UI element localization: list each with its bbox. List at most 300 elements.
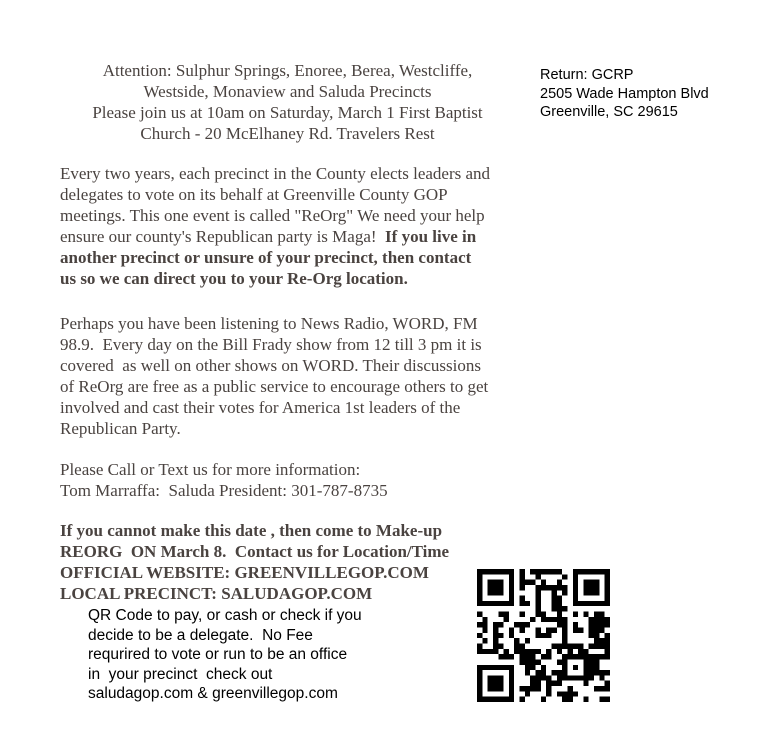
qr-module xyxy=(525,580,530,585)
qr-module xyxy=(541,675,546,680)
qr-module xyxy=(536,675,541,680)
qr-module xyxy=(594,612,599,617)
qr-module xyxy=(482,649,487,654)
qr-module xyxy=(509,585,514,590)
makeup-reorg-paragraph xyxy=(60,520,449,604)
qr-module xyxy=(541,633,546,638)
qr-module xyxy=(541,585,546,590)
qr-module xyxy=(583,681,588,686)
official-website: OFFICIAL WEBSITE: GREENVILLEGOP.COM xyxy=(60,563,429,582)
qr-module xyxy=(605,569,610,574)
qr-module xyxy=(482,617,487,622)
qr-module xyxy=(583,569,588,574)
contact-paragraph xyxy=(60,459,388,501)
note-line: decide to be a delegate. No Fee xyxy=(88,626,313,644)
qr-module xyxy=(589,617,594,622)
qr-module xyxy=(599,643,604,648)
paragraph-line: If you cannot make this date , then come to Make-up xyxy=(60,521,443,540)
precinct-instruction-bold: If you live in xyxy=(385,227,477,246)
event-announcement xyxy=(60,60,515,144)
qr-module xyxy=(482,697,487,702)
qr-module xyxy=(498,590,503,595)
qr-module xyxy=(594,654,599,659)
qr-module xyxy=(605,681,610,686)
qr-module xyxy=(594,670,599,675)
qr-module xyxy=(578,628,583,633)
qr-module xyxy=(541,654,546,659)
qr-module xyxy=(520,574,525,579)
qr-module xyxy=(573,601,578,606)
qr-module xyxy=(557,691,562,696)
qr-module xyxy=(583,649,588,654)
qr-module xyxy=(493,633,498,638)
qr-module xyxy=(567,643,572,648)
qr-module xyxy=(583,601,588,606)
qr-module xyxy=(488,580,493,585)
qr-module xyxy=(562,617,567,622)
qr-module xyxy=(477,569,482,574)
qr-module xyxy=(541,580,546,585)
qr-module xyxy=(520,643,525,648)
paragraph-line: Republican Party. xyxy=(60,419,181,438)
qr-module xyxy=(477,612,482,617)
qr-module xyxy=(504,612,509,617)
qr-module xyxy=(488,681,493,686)
qr-module xyxy=(594,622,599,627)
qr-module xyxy=(546,691,551,696)
qr-module xyxy=(594,585,599,590)
paragraph-line: Perhaps you have been listening to News Radio, WORD, FM xyxy=(60,314,478,333)
qr-module xyxy=(573,628,578,633)
qr-module xyxy=(525,649,530,654)
qr-module xyxy=(594,638,599,643)
qr-module xyxy=(488,675,493,680)
qr-module xyxy=(477,670,482,675)
qr-module xyxy=(509,580,514,585)
reorg-explanation-paragraph xyxy=(60,163,490,289)
qr-module xyxy=(493,638,498,643)
qr-module xyxy=(605,654,610,659)
qr-module xyxy=(504,697,509,702)
qr-module xyxy=(520,649,525,654)
qr-module xyxy=(605,633,610,638)
qr-module xyxy=(567,697,572,702)
paragraph-line xyxy=(60,226,490,247)
qr-module xyxy=(599,622,604,627)
qr-module xyxy=(562,622,567,627)
qr-module xyxy=(477,691,482,696)
qr-module xyxy=(546,569,551,574)
qr-module xyxy=(477,622,482,627)
qr-module xyxy=(578,601,583,606)
paragraph-line: involved and cast their votes for America 1st leaders of the xyxy=(60,398,461,417)
qr-module xyxy=(573,675,578,680)
qr-module xyxy=(541,617,546,622)
paragraph-line: of ReOrg are free as a public service to encourage others to get xyxy=(60,377,489,396)
qr-module xyxy=(509,601,514,606)
note-line: in your precinct check out xyxy=(88,665,273,683)
qr-module xyxy=(557,622,562,627)
qr-module xyxy=(551,606,556,611)
qr-module xyxy=(493,580,498,585)
qr-module xyxy=(525,665,530,670)
qr-module xyxy=(589,659,594,664)
qr-module xyxy=(605,686,610,691)
qr-module xyxy=(488,665,493,670)
qr-module xyxy=(488,585,493,590)
qr-module xyxy=(536,601,541,606)
qr-module xyxy=(589,590,594,595)
qr-module xyxy=(520,569,525,574)
qr-module xyxy=(573,622,578,627)
qr-module xyxy=(504,654,509,659)
qr-module xyxy=(562,670,567,675)
qr-module xyxy=(567,691,572,696)
qr-module xyxy=(546,649,551,654)
qr-module xyxy=(594,686,599,691)
qr-payment-note xyxy=(88,606,362,704)
qr-module xyxy=(525,659,530,664)
qr-module xyxy=(520,612,525,617)
qr-module xyxy=(578,654,583,659)
qr-module xyxy=(477,675,482,680)
qr-module xyxy=(504,569,509,574)
qr-module xyxy=(589,670,594,675)
qr-module xyxy=(599,628,604,633)
qr-module xyxy=(493,686,498,691)
qr-module xyxy=(482,569,487,574)
qr-module xyxy=(551,628,556,633)
qr-module xyxy=(488,590,493,595)
qr-module xyxy=(488,697,493,702)
qr-module xyxy=(557,569,562,574)
qr-module xyxy=(546,675,551,680)
qr-module xyxy=(493,665,498,670)
qr-module xyxy=(477,574,482,579)
qr-module xyxy=(599,654,604,659)
qr-module xyxy=(583,590,588,595)
qr-module xyxy=(546,585,551,590)
paragraph-line-bold xyxy=(60,247,490,268)
qr-module xyxy=(520,659,525,664)
qr-module xyxy=(498,585,503,590)
qr-module xyxy=(482,628,487,633)
qr-module xyxy=(482,665,487,670)
qr-module xyxy=(493,622,498,627)
qr-module xyxy=(605,638,610,643)
qr-module xyxy=(498,633,503,638)
qr-module xyxy=(589,675,594,680)
return-address-line: 2505 Wade Hampton Blvd xyxy=(540,85,709,102)
qr-module xyxy=(599,617,604,622)
return-address xyxy=(540,66,709,122)
qr-module xyxy=(498,697,503,702)
qr-module xyxy=(530,580,535,585)
qr-module xyxy=(498,569,503,574)
qr-module xyxy=(504,665,509,670)
qr-module xyxy=(583,675,588,680)
qr-module xyxy=(557,606,562,611)
qr-module xyxy=(536,596,541,601)
qr-module xyxy=(488,601,493,606)
qr-module xyxy=(493,628,498,633)
qr-module xyxy=(541,697,546,702)
note-line: QR Code to pay, or cash or check if you xyxy=(88,607,362,624)
qr-module xyxy=(536,606,541,611)
qr-module xyxy=(477,590,482,595)
qr-module xyxy=(589,633,594,638)
qr-module xyxy=(509,590,514,595)
qr-module xyxy=(509,670,514,675)
qr-module xyxy=(488,569,493,574)
qr-module xyxy=(536,670,541,675)
qr-module xyxy=(541,612,546,617)
qr-module xyxy=(477,686,482,691)
qr-module xyxy=(557,617,562,622)
qr-module xyxy=(562,659,567,664)
qr-module xyxy=(573,612,578,617)
qr-module xyxy=(509,633,514,638)
qr-module xyxy=(562,643,567,648)
qr-module xyxy=(567,649,572,654)
qr-module xyxy=(562,675,567,680)
qr-module xyxy=(605,580,610,585)
paragraph-line: REORG ON March 8. Contact us for Location/Time xyxy=(60,542,450,561)
qr-module xyxy=(573,590,578,595)
qr-module xyxy=(573,654,578,659)
qr-module xyxy=(557,585,562,590)
qr-module xyxy=(546,633,551,638)
qr-module xyxy=(578,569,583,574)
qr-module xyxy=(541,569,546,574)
qr-module xyxy=(557,596,562,601)
qr-module xyxy=(520,596,525,601)
qr-module xyxy=(477,596,482,601)
qr-module xyxy=(605,590,610,595)
qr-module xyxy=(573,596,578,601)
qr-module xyxy=(583,580,588,585)
qr-module xyxy=(573,691,578,696)
qr-module xyxy=(589,654,594,659)
qr-module xyxy=(530,649,535,654)
return-address-line: Return: GCRP xyxy=(540,67,634,83)
qr-module xyxy=(551,617,556,622)
qr-module xyxy=(562,638,567,643)
qr-module xyxy=(493,681,498,686)
qr-module xyxy=(509,681,514,686)
qr-module xyxy=(562,590,567,595)
precinct-instruction-bold: us so we can direct you to your Re-Org location. xyxy=(60,269,408,288)
qr-module xyxy=(583,670,588,675)
qr-module xyxy=(605,697,610,702)
paragraph-line: 98.9. Every day on the Bill Frady show from 12 till 3 pm it is xyxy=(60,335,482,354)
qr-module xyxy=(530,659,535,664)
qr-module xyxy=(493,569,498,574)
qr-module xyxy=(599,638,604,643)
qr-module xyxy=(509,697,514,702)
qr-module xyxy=(493,697,498,702)
qr-module xyxy=(562,665,567,670)
qr-module xyxy=(520,585,525,590)
qr-module xyxy=(509,628,514,633)
qr-module xyxy=(589,628,594,633)
qr-module xyxy=(583,665,588,670)
qr-module xyxy=(573,574,578,579)
return-address-line: Greenville, SC 29615 xyxy=(540,104,678,120)
qr-module xyxy=(509,574,514,579)
note-line: requrired to vote or run to be an office xyxy=(88,646,348,663)
qr-module xyxy=(477,585,482,590)
qr-module xyxy=(567,654,572,659)
qr-module xyxy=(530,617,535,622)
qr-module xyxy=(578,643,583,648)
paragraph-line: Every two years, each precinct in the County elects leaders and xyxy=(60,164,491,183)
qr-module xyxy=(589,665,594,670)
qr-module xyxy=(557,601,562,606)
qr-module xyxy=(605,649,610,654)
qr-module xyxy=(536,681,541,686)
qr-module xyxy=(573,585,578,590)
contact-phone: Tom Marraffa: Saluda President: 301-787-8735 xyxy=(60,481,388,500)
qr-module xyxy=(557,659,562,664)
qr-module xyxy=(599,686,604,691)
qr-module xyxy=(589,601,594,606)
qr-module xyxy=(493,649,498,654)
local-precinct-website: LOCAL PRECINCT: SALUDAGOP.COM xyxy=(60,584,373,603)
qr-module xyxy=(520,601,525,606)
qr-module xyxy=(573,580,578,585)
qr-module xyxy=(493,590,498,595)
qr-module xyxy=(583,697,588,702)
qr-module xyxy=(520,628,525,633)
qr-module xyxy=(520,622,525,627)
qr-module xyxy=(504,649,509,654)
qr-module xyxy=(530,686,535,691)
qr-module xyxy=(551,585,556,590)
qr-module xyxy=(514,643,519,648)
qr-module xyxy=(498,622,503,627)
qr-module xyxy=(557,670,562,675)
qr-module xyxy=(525,654,530,659)
qr-module xyxy=(509,675,514,680)
qr-module xyxy=(594,569,599,574)
qr-module xyxy=(599,601,604,606)
qr-module xyxy=(509,686,514,691)
header-line: Please join us at 10am on Saturday, March 1 First Baptist xyxy=(92,103,483,122)
qr-module xyxy=(498,665,503,670)
qr-module xyxy=(573,665,578,670)
qr-module xyxy=(594,628,599,633)
qr-module xyxy=(562,633,567,638)
qr-module xyxy=(514,649,519,654)
qr-module xyxy=(530,665,535,670)
paragraph-line: covered as well on other shows on WORD. Their discussions xyxy=(60,356,482,375)
qr-module xyxy=(509,654,514,659)
qr-module xyxy=(562,628,567,633)
qr-module xyxy=(599,675,604,680)
qr-module xyxy=(594,601,599,606)
qr-module xyxy=(605,622,610,627)
qr-module xyxy=(488,649,493,654)
qr-module xyxy=(482,622,487,627)
qr-module xyxy=(578,675,583,680)
qr-module xyxy=(546,628,551,633)
qr-module xyxy=(536,686,541,691)
qr-module xyxy=(589,622,594,627)
qr-module xyxy=(498,612,503,617)
qr-module xyxy=(482,638,487,643)
qr-module xyxy=(514,622,519,627)
qr-module xyxy=(589,585,594,590)
qr-module xyxy=(594,590,599,595)
qr-module xyxy=(557,681,562,686)
radio-coverage-paragraph xyxy=(60,313,488,439)
qr-module xyxy=(578,649,583,654)
qr-module xyxy=(504,601,509,606)
qr-module xyxy=(536,574,541,579)
qr-module xyxy=(546,617,551,622)
qr-module xyxy=(509,569,514,574)
qr-module xyxy=(589,580,594,585)
qr-module xyxy=(583,585,588,590)
qr-module xyxy=(530,681,535,686)
qr-module xyxy=(482,601,487,606)
header-line: Attention: Sulphur Springs, Enoree, Berea, Westcliffe, xyxy=(102,61,473,80)
qr-module xyxy=(605,596,610,601)
qr-module xyxy=(583,654,588,659)
qr-module xyxy=(594,665,599,670)
qr-module xyxy=(477,697,482,702)
qr-module xyxy=(557,580,562,585)
paragraph-text: ensure our county's Republican party is Maga! xyxy=(60,227,386,246)
qr-module xyxy=(509,665,514,670)
qr-module xyxy=(525,638,530,643)
qr-module xyxy=(594,580,599,585)
paragraph-line: Please Call or Text us for more information: xyxy=(60,460,361,479)
qr-module xyxy=(525,686,530,691)
paragraph-line-bold xyxy=(60,268,490,289)
qr-module xyxy=(557,612,562,617)
qr-module xyxy=(594,633,599,638)
qr-module xyxy=(594,659,599,664)
qr-module xyxy=(525,691,530,696)
qr-module xyxy=(546,654,551,659)
qr-module xyxy=(536,569,541,574)
qr-module xyxy=(605,574,610,579)
qr-module xyxy=(605,670,610,675)
qr-module xyxy=(562,654,567,659)
qr-module xyxy=(498,686,503,691)
qr-module xyxy=(551,601,556,606)
qr-module xyxy=(525,601,530,606)
header-line: Westside, Monaview and Saluda Precincts xyxy=(143,82,432,101)
qr-module xyxy=(573,569,578,574)
qr-module xyxy=(477,633,482,638)
qr-module xyxy=(504,617,509,622)
qr-module xyxy=(536,612,541,617)
qr-module xyxy=(509,691,514,696)
qr-module xyxy=(551,590,556,595)
paragraph-line: meetings. This one event is called "ReOrg" We need your help xyxy=(60,206,485,225)
qr-module xyxy=(493,675,498,680)
qr-module xyxy=(599,670,604,675)
qr-module xyxy=(562,606,567,611)
qr-module xyxy=(525,670,530,675)
qr-module xyxy=(498,681,503,686)
qr-module xyxy=(562,697,567,702)
qr-code-icon[interactable] xyxy=(477,569,610,702)
qr-module xyxy=(541,665,546,670)
